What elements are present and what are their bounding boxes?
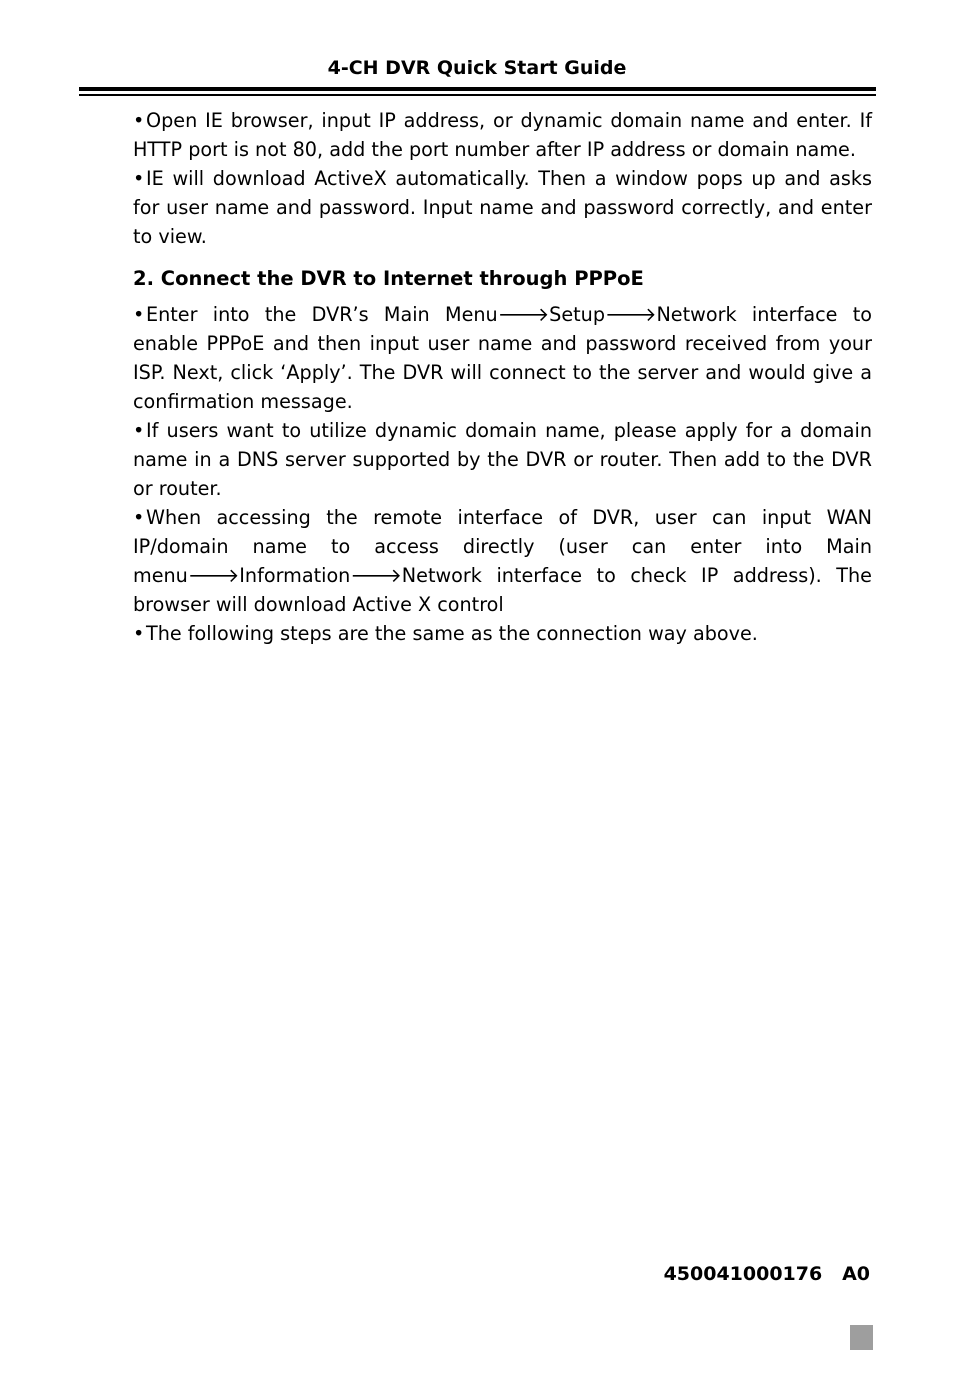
document-body [133,106,872,648]
page-marker [850,1325,873,1350]
list-item-text: If users want to utilize dynamic domain name, please apply for a domain name in a DNS server supported by the DVR or router. Then add to the DVR or router. [133,419,872,500]
list-item-text: The following steps are the same as the connection way above. [146,622,758,645]
list-item [133,503,872,619]
bullet-icon: • [133,506,145,529]
list-item [133,619,872,648]
list-item [133,164,872,251]
list-item [133,106,872,164]
list-item-text: When accessing the remote interface of DVR, user can input WAN IP/domain name to access directly (user can enter into Main menu🡒Information🡒Network interface to check IP address). The browser will download Active X control [133,506,872,616]
bullet-icon: • [133,167,145,190]
list-item-text: Enter into the DVR’s Main Menu🡒Setup🡒Network interface to enable PPPoE and then input user name and password received from your ISP. Next, click ‘Apply’. The DVR will connect to the server and would give a confirmation message. [133,303,872,413]
bullet-icon: • [133,419,145,442]
list-item [133,416,872,503]
header-rule-thick [79,87,876,91]
bullet-icon: • [133,622,145,645]
list-item-text: Open IE browser, input IP address, or dynamic domain name and enter. If HTTP port is not 80, add the port number after IP address or domain name. [133,109,872,161]
bullet-icon: • [133,109,145,132]
list-item [133,300,872,416]
page-title: 4-CH DVR Quick Start Guide [327,57,627,79]
header-rule-thin [79,94,876,96]
bullet-icon: • [133,303,145,326]
document-code: 450041000176 A0 [663,1263,870,1285]
section-heading: 2. Connect the DVR to Internet through PPPoE [133,267,644,290]
list-item-text: IE will download ActiveX automatically. Then a window pops up and asks for user name and password. Input name and password correctly, and enter to view. [133,167,872,248]
